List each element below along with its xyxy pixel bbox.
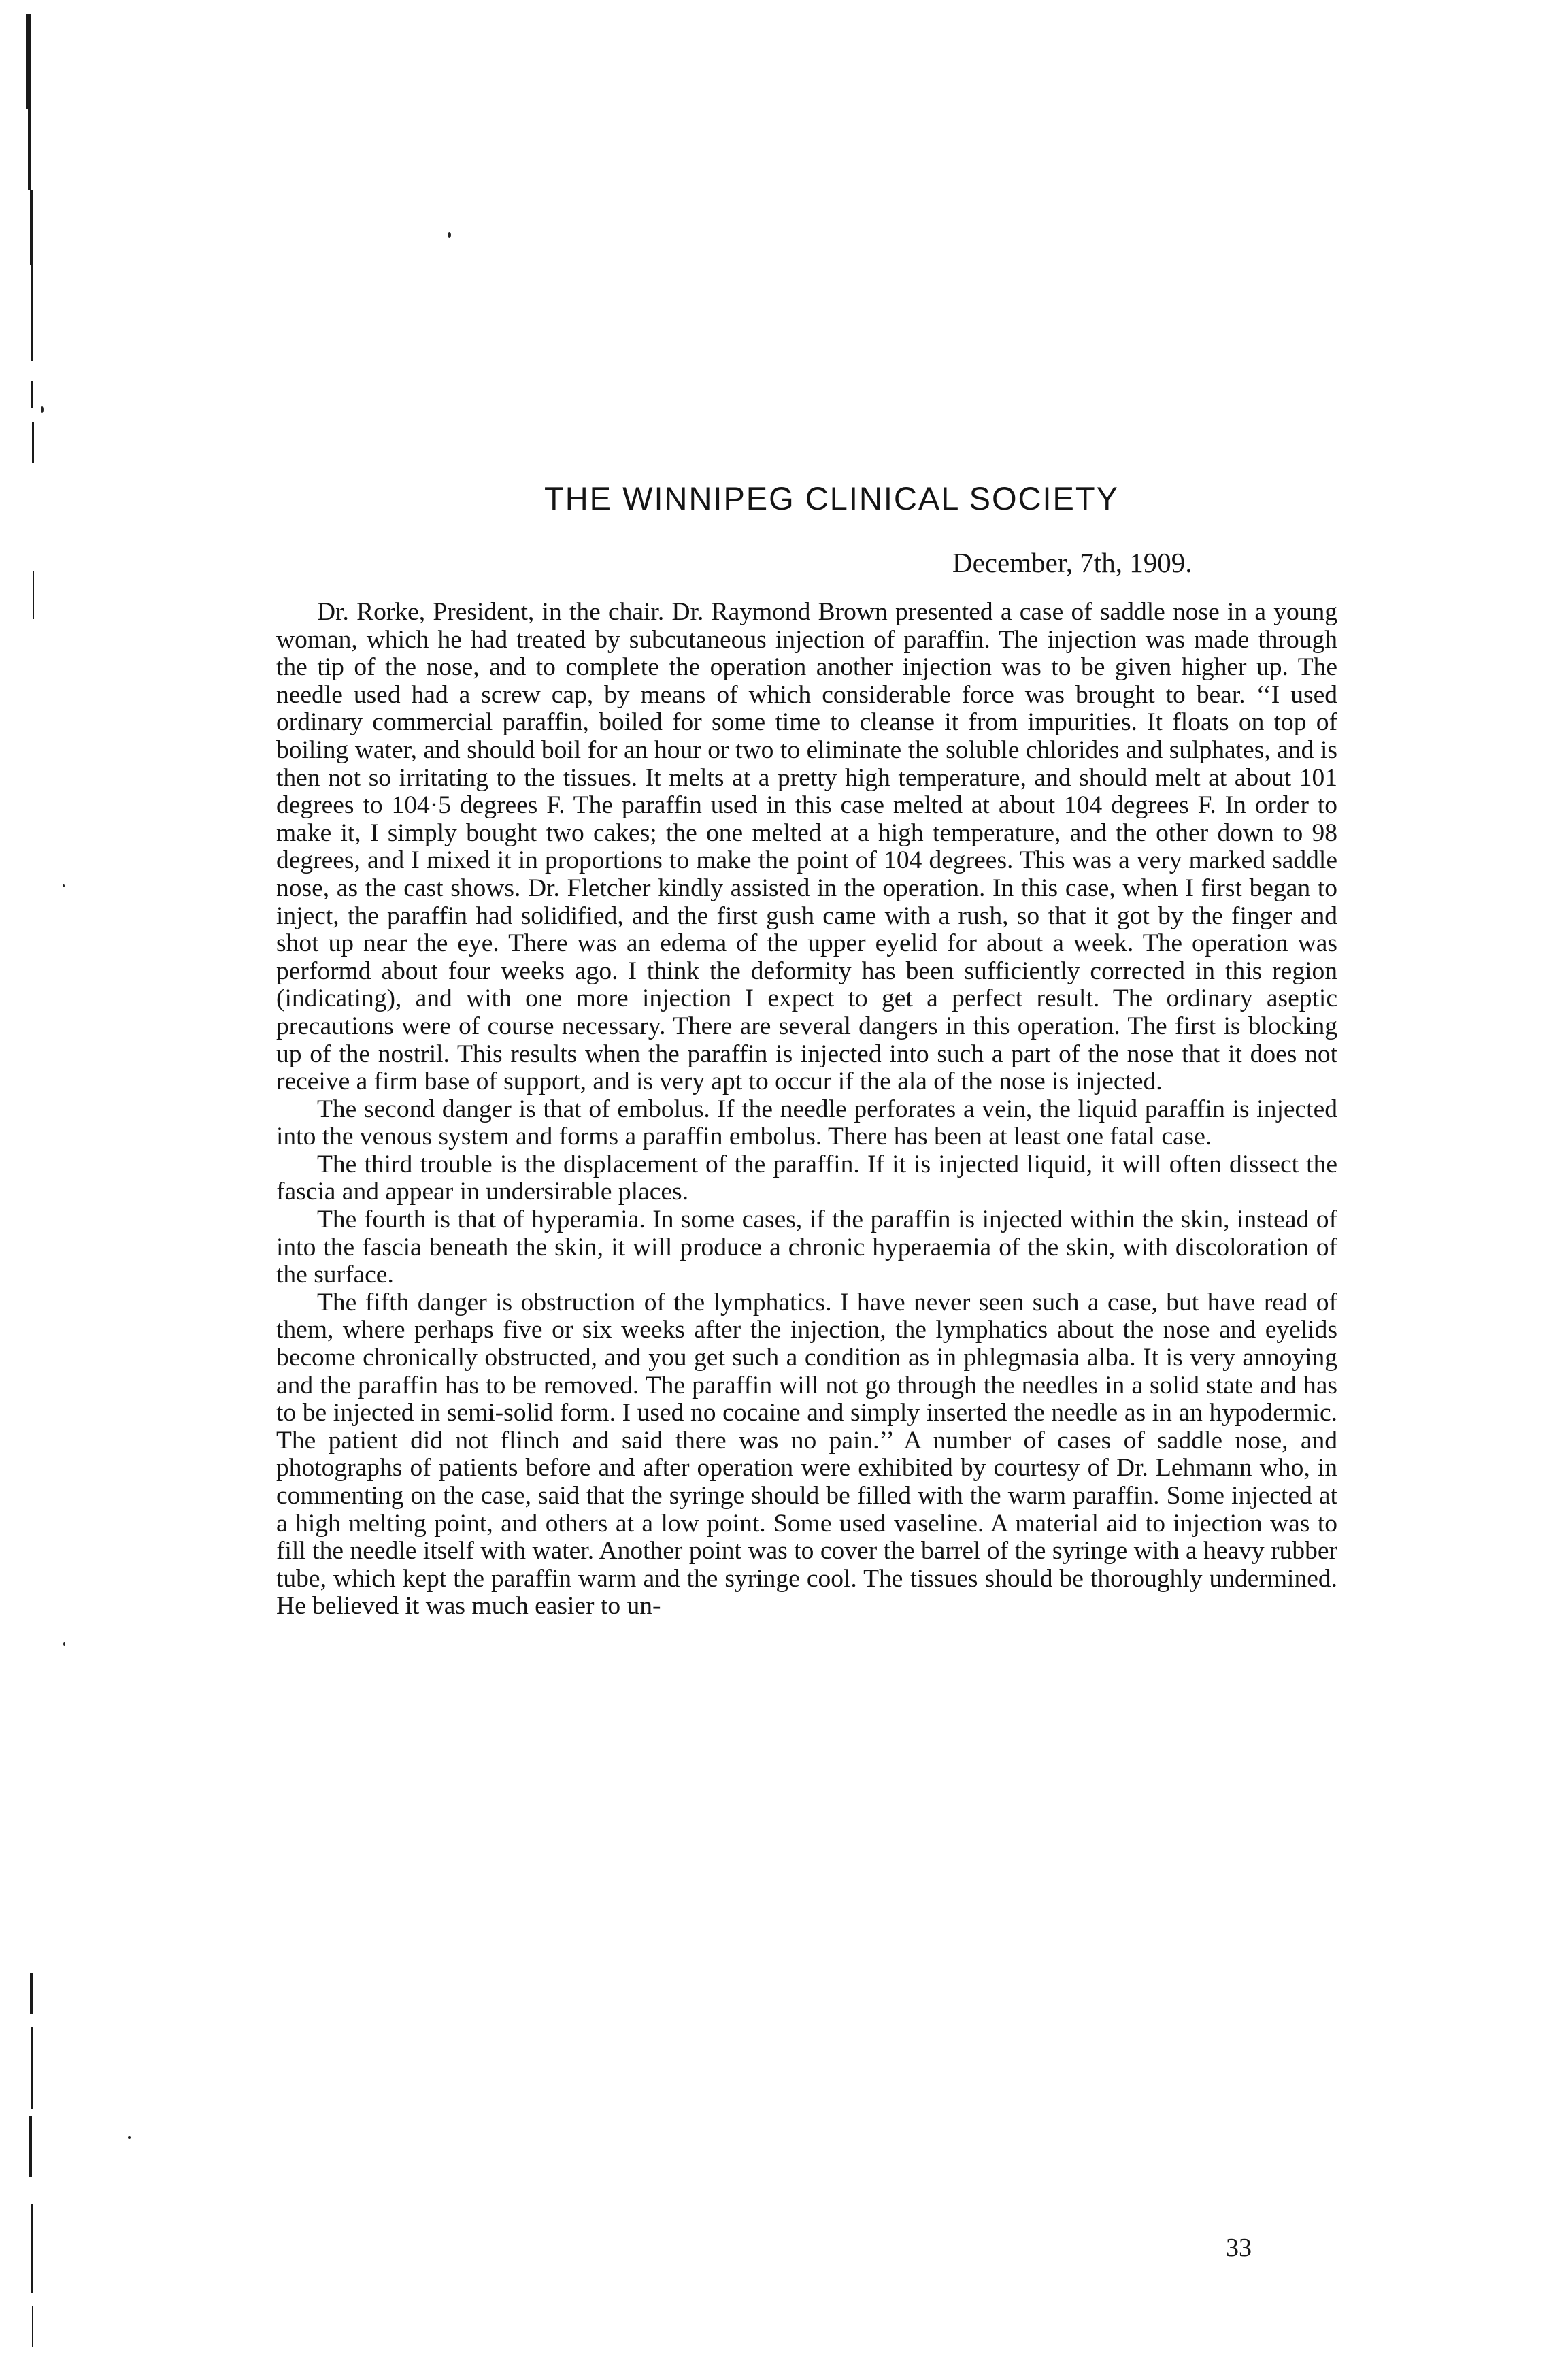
scan-speck: [41, 406, 44, 413]
page-number: 33: [1226, 2234, 1252, 2262]
paragraph-4: The fourth is that of hyperamia. In some cases, if the paraffin is injected within the skin, instead of into the fascia beneath the skin, it will produce a chronic hyperaemia of the skin, with discoloration of the surface.: [276, 1206, 1337, 1289]
paragraph-5: The fifth danger is obstruction of the lymphatics. I have never seen such a case, but have read of them, where perhaps five or six weeks after the injection, the lymphatics about the nose and eyelids become chronically obstructed, and you get such a condition as in phlegmasia alba. It is very annoying and the paraffin has to be removed. The paraffin will not go through the needles in a solid state and has to be injected in semi-solid form. I used no cocaine and simply inserted the needle as in an hypodermic. The patient did not flinch and said there was no pain.’’ A number of cases of saddle nose, and photographs of patients before and after operation were exhibited by courtesy of Dr. Lehmann who, in commenting on the case, said that the syringe should be filled with the warm paraffin. Some injected at a high melting point, and others at a low point. Some used vaseline. A material aid to injection was to fill the needle itself with water. Another point was to cover the barrel of the syringe with a heavy rubber tube, which kept the paraffin warm and the syringe cool. The tissues should be thoroughly undermined. He believed it was much easier to un-: [276, 1288, 1337, 1621]
paragraph-1: Dr. Rorke, President, in the chair. Dr. Raymond Brown presented a case of saddle nose in a young woman, which he had treated by subcutaneous injection of paraffin. The injection was made through the tip of the nose, and to complete the operation another injection was to be given higher up. The needle used had a screw cap, by means of which considerable force was brought to bear. ‘‘I used ordinary commercial paraffin, boiled for some time to cleanse it from impurities. It floats on top of boiling water, and should boil for an hour or two to eliminate the soluble chlorides and sulphates, and is then not so irritating to the tissues. It melts at a pretty high temperature, and should melt at about 101 degrees to 104·5 degrees F. The paraffin used in this case melted at about 104 degrees F. In order to make it, I simply bought two cakes; the one melted at a high temperature, and the other down to 98 degrees, and I mixed it in proportions to make the point of 104 degrees. This was a very marked saddle nose, as the cast shows. Dr. Fletcher kindly assisted in the operation. In this case, when I first began to inject, the paraffin had solidified, and the first gush came with a rush, so that it got by the finger and shot up near the eye. There was an edema of the upper eyelid for about a week. The operation was performd about four weeks ago. I think the deformity has been sufficiently corrected in this region (indicating), and with one more injection I expect to get a perfect result. The ordinary aseptic precautions were of course necessary. There are several dangers in this operation. The first is blocking up of the nostril. This results when the paraffin is injected into such a part of the nose that it does not receive a firm base of support, and is very apt to occur if the ala of the nose is injected.: [276, 598, 1337, 1096]
paragraph-3: The third trouble is the displacement of the paraffin. If it is injected liquid, it will often dissect the fascia and appear in undersirable places.: [276, 1150, 1337, 1206]
meeting-date: December, 7th, 1909.: [952, 547, 1192, 578]
document-title: [0, 480, 1568, 517]
scan-speck: [63, 1642, 65, 1646]
scan-binding-edge: [0, 0, 38, 2369]
scan-speck: [128, 2136, 131, 2139]
scan-speck: [63, 884, 65, 887]
document-body: [276, 599, 1337, 1621]
paragraph-2: The second danger is that of embolus. If the needle perforates a vein, the liquid paraffin is injected into the venous system and forms a paraffin embolus. There has been at least one fatal case.: [276, 1095, 1337, 1151]
document-title-text: THE WINNIPEG CLINICAL SOCIETY: [544, 480, 1119, 516]
scan-speck: [448, 232, 451, 238]
